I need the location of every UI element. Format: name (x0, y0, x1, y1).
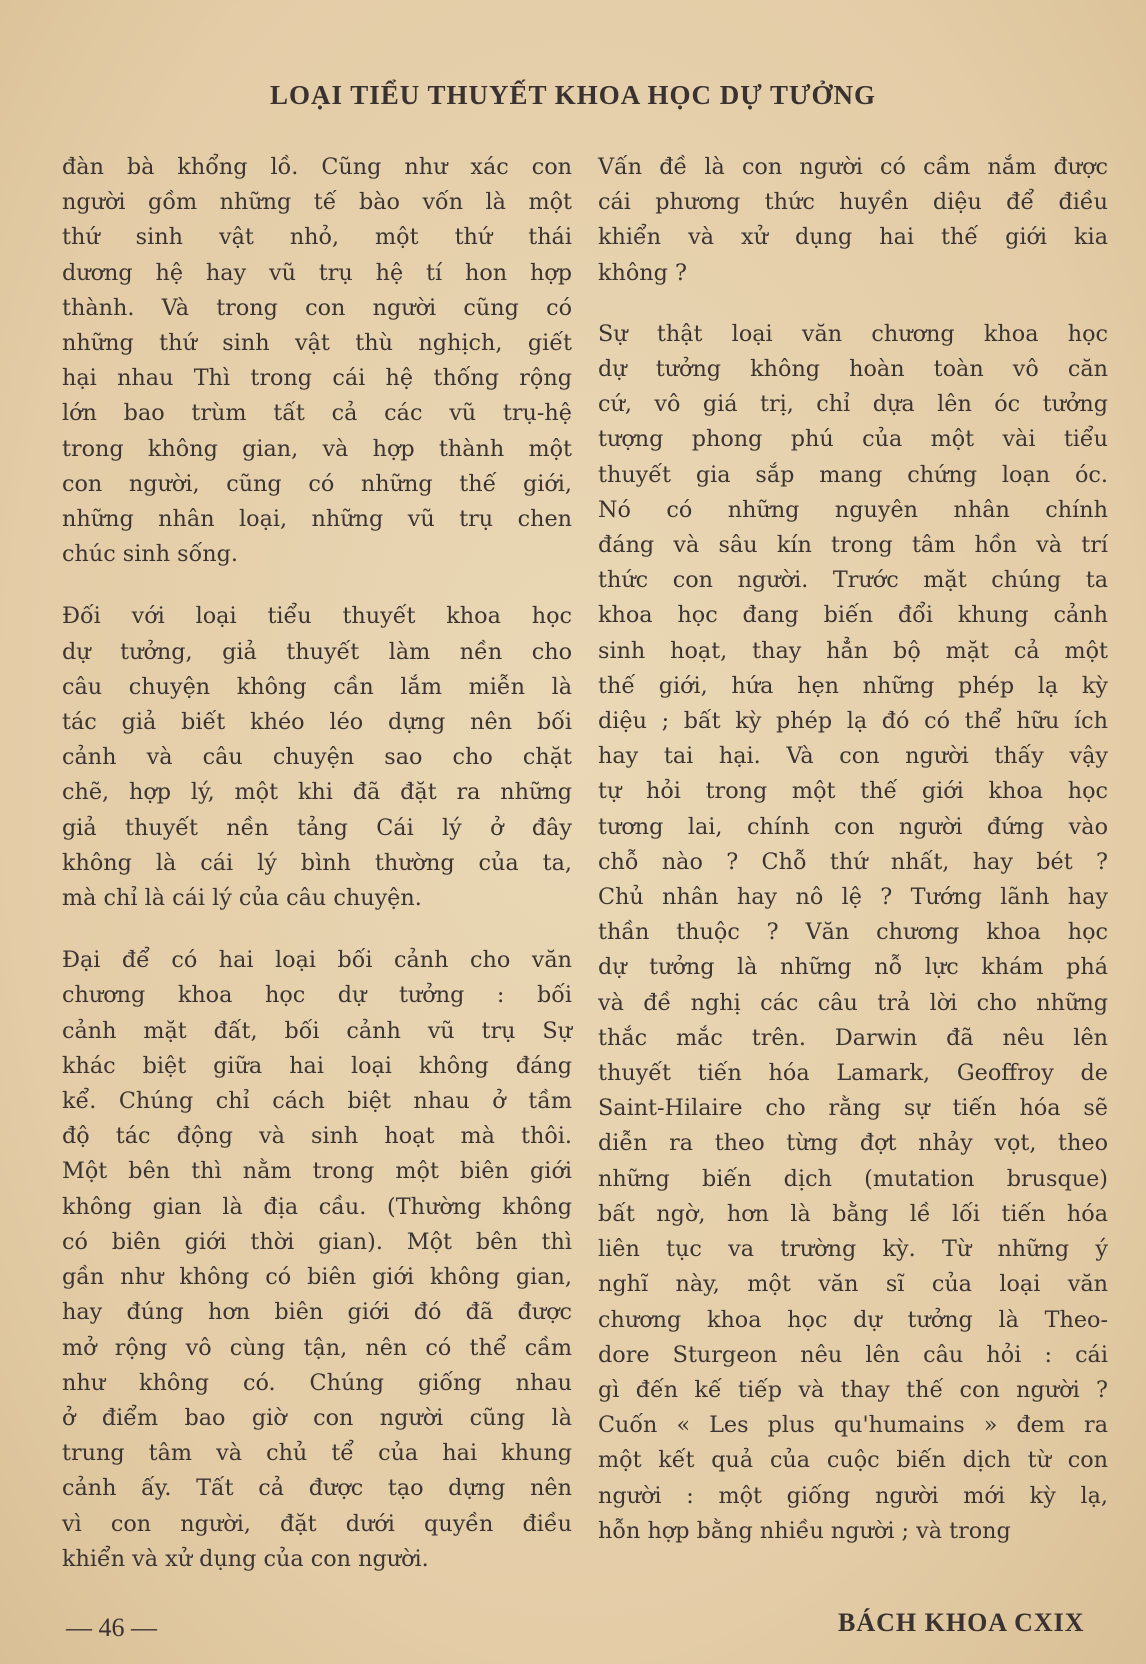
running-header: LOẠI TIỂU THUYẾT KHOA HỌC DỰ TƯỞNG (269, 80, 877, 110)
text-line: vì con người, đặt dưới quyền điều (62, 1510, 572, 1537)
text-line: Nó có những nguyên nhân chính (598, 496, 1108, 523)
text-line: thứ sinh vật nhỏ, một thứ thái (62, 224, 572, 251)
text-line: thành. Và trong con người cũng có (62, 294, 572, 321)
text-line: chỗ nào ? Chỗ thứ nhất, hay bét ? (598, 848, 1108, 875)
text-line: trong không gian, và hợp thành một (62, 435, 572, 462)
text-line: Đại để có hai loại bối cảnh cho văn (62, 947, 572, 974)
paragraph (598, 150, 1108, 291)
text-line: thuyết gia sắp mang chứng loạn óc. (598, 461, 1108, 488)
text-line: hại nhau Thì trong cái hệ thống rộng (62, 365, 572, 392)
text-line: Sự thật loại văn chương khoa học (598, 320, 1108, 347)
text-line: gần như không có biên giới không gian, (62, 1264, 572, 1291)
text-line: những thứ sinh vật thù nghịch, giết (62, 330, 572, 357)
text-line: một kết quả của cuộc biến dịch từ con (598, 1447, 1108, 1474)
text-line: lớn bao trùm tất cả các vũ trụ-hệ (62, 400, 572, 427)
text-line: những biến dịch (mutation brusque) (598, 1165, 1108, 1192)
text-line: trung tâm và chủ tể của hai khung (62, 1440, 572, 1467)
text-line: diệu ; bất kỳ phép lạ đó có thể hữu ích (598, 708, 1108, 735)
text-line: câu chuyện không cần lắm miễn là (62, 673, 572, 700)
text-line: cái phương thức huyền diệu để điều (598, 189, 1108, 216)
text-line: Đối với loại tiểu thuyết khoa học (62, 603, 572, 630)
text-line: hay tai hại. Và con người thấy vậy (598, 743, 1108, 770)
text-line: dự tưởng là những nỗ lực khám phá (598, 954, 1108, 981)
text-line: người : một giống người mới kỳ lạ, (598, 1482, 1108, 1509)
text-line: kể. Chúng chỉ cách biệt nhau ở tầm (62, 1088, 572, 1115)
text-line: khiển và xử dụng của con người. (62, 1545, 429, 1572)
text-line: người gồm những tế bào vốn là một (62, 189, 572, 216)
text-line: thức con người. Trước mặt chúng ta (598, 567, 1108, 594)
text-line: tác giả biết khéo léo dựng nên bối (62, 709, 572, 736)
text-line: cứ, vô giá trị, chỉ dựa lên óc tưởng (598, 391, 1108, 418)
text-line: con người, cũng có những thế giới, (62, 470, 572, 497)
text-line: hỗn hợp bằng nhiều người ; và trong (598, 1517, 1011, 1544)
text-line: và đề nghị các câu trả lời cho những (598, 989, 1108, 1016)
text-line: tượng phong phú của một vài tiểu (598, 426, 1108, 453)
text-line: độ tác động và sinh hoạt mà thôi. (62, 1123, 572, 1150)
paragraph (62, 943, 572, 1577)
text-line: diễn ra theo từng đợt nhảy vọt, theo (598, 1130, 1108, 1157)
page-number: — 46 — (66, 1613, 157, 1642)
paragraph (62, 599, 572, 916)
text-line: đàn bà khổng lồ. Cũng như xác con (62, 154, 572, 180)
text-line: Chủ nhân hay nô lệ ? Tướng lãnh hay (598, 884, 1108, 911)
text-line: chúc sinh sống. (62, 541, 238, 568)
text-line: thần thuộc ? Văn chương khoa học (598, 919, 1108, 946)
text-line: tự hỏi trong một thế giới khoa học (598, 778, 1108, 805)
text-line: Cuốn « Les plus qu'humains » đem ra (598, 1412, 1108, 1439)
text-line: chương khoa học dự tưởng : bối (62, 982, 572, 1009)
text-line: ở điểm bao giờ con người cũng là (62, 1404, 572, 1431)
text-line: có biên giới thời gian). Một bên thì (62, 1228, 572, 1255)
text-line: thắc mắc trên. Darwin đã nêu lên (598, 1024, 1108, 1051)
text-line: Saint-Hilaire cho rằng sự tiến hóa sẽ (598, 1095, 1108, 1122)
text-line: dự tưởng không hoàn toàn vô căn (598, 356, 1108, 383)
text-line: sinh hoạt, thay hẳn bộ mặt cả một (598, 637, 1108, 664)
left-column (62, 150, 572, 1577)
text-line: khác biệt giữa hai loại không đáng (62, 1052, 572, 1079)
text-line: khoa học đang biến đổi khung cảnh (598, 602, 1108, 629)
text-line: cảnh và câu chuyện sao cho chặt (62, 744, 572, 771)
publication-name: BÁCH KHOA CXIX (838, 1608, 1085, 1637)
text-line: chương khoa học dự tưởng là Theo- (598, 1306, 1108, 1333)
text-line: mà chỉ là cái lý của câu chuyện. (62, 885, 422, 912)
text-line: cảnh mặt đất, bối cảnh vũ trụ Sự (62, 1017, 572, 1044)
paragraph (598, 317, 1108, 1549)
text-line: không là cái lý bình thường của ta, (62, 849, 572, 876)
text-line: dore Sturgeon nêu lên câu hỏi : cái (598, 1341, 1108, 1368)
text-line: cảnh ấy. Tất cả được tạo dựng nên (62, 1475, 572, 1502)
text-line: đáng và sâu kín trong tâm hồn và trí (598, 532, 1108, 559)
text-line: Vấn đề là con người có cầm nắm được (598, 154, 1108, 180)
text-line: bất ngờ, hơn là bằng lề lối tiến hóa (598, 1200, 1108, 1227)
text-line: dự tưởng, giả thuyết làm nền cho (62, 638, 572, 665)
text-line: khiển và xử dụng hai thế giới kia (598, 224, 1108, 251)
text-line: giả thuyết nền tảng Cái lý ở đây (62, 814, 572, 841)
text-line: thế giới, hứa hẹn những phép lạ kỳ (598, 672, 1108, 699)
text-line: như không có. Chúng giống nhau (62, 1369, 572, 1396)
text-line: liên tục va trường kỳ. Từ những ý (598, 1236, 1108, 1263)
text-line: nghĩ này, một văn sĩ của loại văn (598, 1271, 1108, 1298)
text-line: hay đúng hơn biên giới đó đã được (62, 1299, 572, 1326)
text-line: tương lai, chính con người đứng vào (598, 813, 1108, 840)
text-line: không gian là địa cầu. (Thường không (62, 1193, 572, 1220)
text-line: mở rộng vô cùng tận, nên có thể cầm (62, 1334, 572, 1361)
text-line: dương hệ hay vũ trụ hệ tí hon hợp (62, 259, 572, 286)
text-line: gì đến kế tiếp và thay thế con người ? (598, 1376, 1108, 1403)
text-line: không ? (598, 259, 687, 286)
text-line: thuyết tiến hóa Lamark, Geoffroy de (598, 1060, 1108, 1087)
text-line: chẽ, hợp lý, một khi đã đặt ra những (62, 779, 572, 806)
text-line: Một bên thì nằm trong một biên giới (62, 1158, 572, 1185)
text-line: những nhân loại, những vũ trụ chen (62, 506, 572, 533)
right-column (598, 150, 1108, 1549)
paragraph (62, 150, 572, 572)
